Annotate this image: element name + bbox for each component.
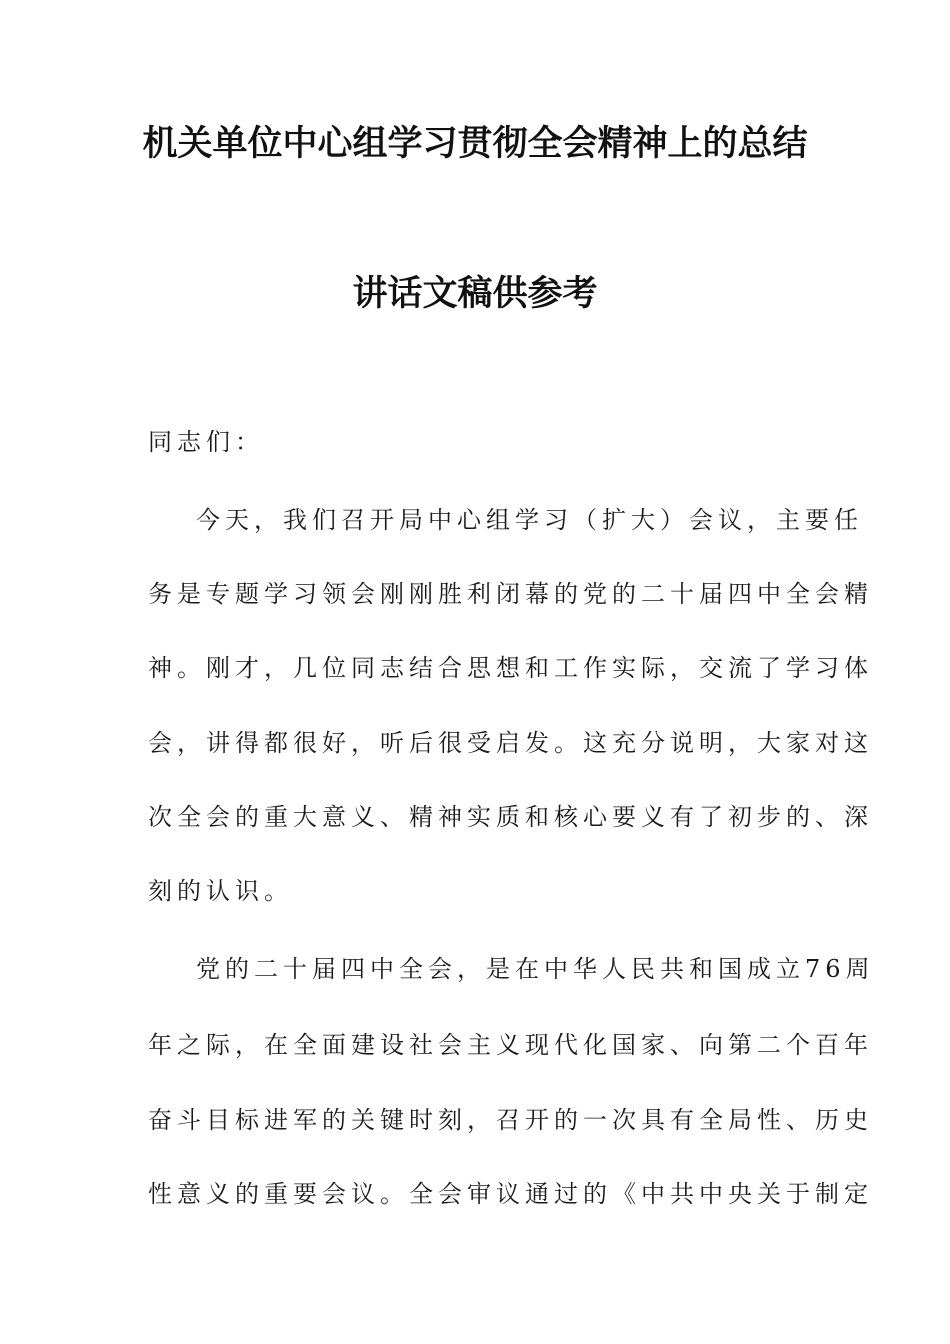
paragraph-1-line-4: 会，讲得都很好，听后很受启发。这充分说明，大家对这 — [148, 729, 873, 757]
paragraph-2-line-4: 性意义的重要会议。全会审议通过的《中共中央关于制定 — [148, 1180, 873, 1208]
paragraph-1-line-2: 务是专题学习领会刚刚胜利闭幕的党的二十届四中全会精 — [148, 580, 873, 608]
document-title-line-2: 讲话文稿供参考 — [352, 274, 598, 314]
paragraph-1-line-1: 今天，我们召开局中心组学习（扩大）会议，主要任 — [196, 506, 863, 534]
paragraph-2-line-1: 党的二十届四中全会，是在中华人民共和国成立76周 — [196, 955, 875, 983]
paragraph-1-line-6: 刻的认识。 — [148, 877, 293, 905]
paragraph-2-line-3: 奋斗目标进军的关键时刻，召开的一次具有全局性、历史 — [148, 1106, 873, 1134]
document-title-line-1: 机关单位中心组学习贯彻全会精神上的总结 — [142, 124, 808, 164]
salutation: 同志们： — [148, 428, 264, 456]
paragraph-2-line-2: 年之际，在全面建设社会主义现代化国家、向第二个百年 — [148, 1031, 873, 1059]
paragraph-1-line-3: 神。刚才，几位同志结合思想和工作实际，交流了学习体 — [148, 654, 873, 682]
paragraph-1-line-5: 次全会的重大意义、精神实质和核心要义有了初步的、深 — [148, 803, 873, 831]
